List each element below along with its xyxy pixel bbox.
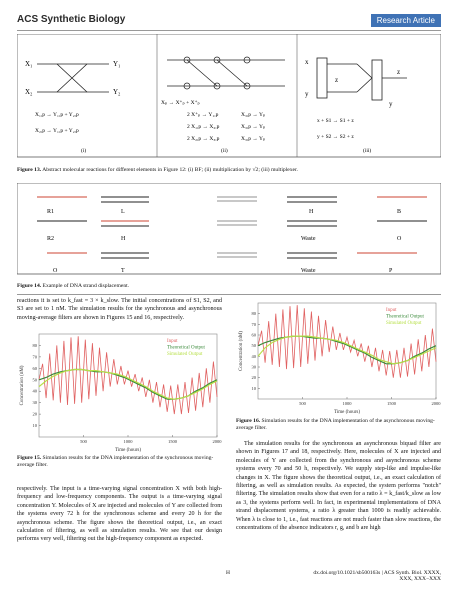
legend-entry: Theoretical Output [167, 345, 205, 351]
caption-text: Example of DNA strand displacement. [42, 283, 130, 289]
y-tick-label: 60 [32, 365, 37, 371]
panel-label-ii: (ii) [221, 148, 228, 154]
figure-14-diagram [17, 183, 441, 280]
diagram-reaction: x + S1 → S1 + z [317, 118, 354, 124]
figure-13-diagram [17, 34, 441, 166]
page-header [17, 14, 441, 29]
y-tick-label: 30 [251, 364, 256, 370]
legend-entry: Simulated Output [386, 321, 422, 326]
y-tick-label: 40 [251, 353, 256, 359]
figure-16-chart [236, 297, 441, 415]
row-label: L [121, 209, 125, 215]
diagram-reaction: 2 X₁,p → X₂,p [187, 124, 220, 130]
x-axis-label: Time (hours) [333, 410, 361, 415]
row-label: P [389, 268, 393, 274]
diagram-reaction: X₂,p → Y₁,p + Y₂,p [35, 128, 79, 134]
panel-label-i: (i) [81, 148, 87, 154]
row-label: T [121, 268, 125, 274]
x-tick-label: 1500 [168, 439, 177, 444]
caption-text: Abstract molecular reactions for different elements in Figure 12: (i) BF; (ii) multiplication by √2; (iii) multiplexer. [42, 167, 298, 173]
figure-15-chart [17, 328, 222, 453]
legend-entry: Input [167, 339, 178, 344]
y-tick-label: 10 [32, 423, 37, 429]
diagram-label: Y₂ [113, 88, 121, 96]
header-rule [17, 30, 441, 31]
figure-14-caption [17, 283, 441, 290]
y-tick-label: 70 [32, 354, 37, 360]
legend-entry: Theoretical Output [386, 314, 424, 320]
y-tick-label: 50 [32, 377, 37, 383]
caption-label: Figure 13. [17, 167, 42, 173]
row-label: Waste [301, 236, 316, 242]
diagram-reaction: y + S2 → S2 + z [317, 134, 354, 140]
body-text-left-top: reactions it is set to k_fast = 3 × k_slow. The initial concentrations of S1, S2, and S3 are set to 1 nM. The simulation results for the synchronous and asynchronous moving-average filters are shown in Figures 15 and 16, respectively. [17, 298, 222, 321]
doi-footer: dx.doi.org/10.1021/sb500163s | ACS Synth. Biol. XXXX, XXX, XXX−XXX [313, 570, 441, 582]
row-label: H [121, 236, 126, 242]
diagram-label: z [335, 76, 339, 84]
x-tick-label: 2000 [431, 401, 441, 406]
diagram-reaction: X₃,p → Yₚ [241, 136, 266, 142]
diagram-label: Y₁ [113, 60, 121, 68]
x-axis-label: Time (hours) [114, 448, 142, 453]
diagram-reaction: Xₚ → X⁺ₚ + X⁺ₚ [161, 100, 200, 106]
y-tick-label: 40 [32, 388, 37, 394]
y-tick-label: 80 [32, 342, 37, 348]
body-text-right-bottom: The simulation results for the synchronous an asynchronous biquad filter are shown in Figures 17 and 18, respectively. Here, molecules of X are injected and molecules of Y are collected from the synchronous and asynchronous scheme systems every 70 and 50 h, respectively. We supply step-like and impulse-like changes in X. The figure shows the theoretical output, i.e., an exact calculation of filtering, as well as simulation results. As expected, the system performs "notch" filtering. The simulation results show that even for a ratio λ = k_fast/k_slow as low as 3, the systems perform well. In fact, in experimental implementations of DNA strand displacement systems, a ratio λ greater than 1000 is readily achievable. When λ is close to 1, i.e., fast reactions are not much faster than slow reactions, the concentrations of the absence indicators r, g, and b are high [236, 441, 441, 532]
y-tick-label: 20 [32, 411, 37, 417]
caption-label: Figure 14. [17, 283, 42, 289]
legend-entry: Simulated Output [167, 352, 203, 357]
diagram-label: y [389, 100, 393, 108]
diagram-reaction: 2 X⁺ₚ → Y₁,p [187, 112, 219, 118]
figure-16-caption [236, 418, 441, 432]
caption-text: Simulation results for the DNA implementation of the synchronous moving-average filter. [17, 455, 214, 468]
diagram-label: z [397, 68, 401, 76]
figure-15-caption [17, 455, 222, 469]
caption-label: Figure 16. [236, 418, 261, 424]
y-tick-label: 80 [251, 311, 256, 317]
diagram-label: y [305, 90, 309, 98]
y-tick-label: 70 [251, 321, 256, 327]
y-axis-label: Concentration (nM) [239, 331, 244, 371]
x-tick-label: 500 [80, 439, 87, 444]
diagram-label: X₂ [25, 88, 33, 96]
row-label: O [53, 268, 58, 274]
row-label: R2 [47, 236, 55, 242]
figure-13-caption [17, 167, 441, 174]
diagram-reaction: X₁,p → Y₁,p + Y₂,p [35, 112, 79, 118]
y-tick-label: 50 [251, 343, 256, 349]
y-tick-label: 10 [251, 385, 256, 391]
legend-entry: Input [386, 308, 397, 313]
caption-text: Simulation results for the DNA implementation of the asynchronous moving-average filter. [236, 418, 435, 431]
x-tick-label: 1000 [342, 401, 352, 406]
caption-label: Figure 15. [17, 455, 42, 461]
body-text-left-bottom: respectively. The input is a time-varying signal concentration X with both high-frequency and low-frequency components. The output is a time-varying signal concentration Y. Molecules of X are injected and molecules of Y are collected from the systems every 72 h for the synchronous scheme and every 20 h for the asynchronous scheme. The figure shows the theoretical output, i.e., an exact calculation of filtering, as well as simulation results. We see that our design performs very well, filtering out the high-frequency component as expected. [17, 486, 222, 543]
page-number: H [226, 570, 230, 576]
row-label: H [309, 209, 314, 215]
diagram-reaction: 2 X₂,p → X₃,p [187, 136, 220, 142]
row-label: Waste [301, 268, 316, 274]
row-label: B [397, 209, 402, 215]
journal-name: ACS Synthetic Biology [17, 14, 126, 25]
x-tick-label: 2000 [212, 439, 222, 444]
diagram-reaction: X₃,p → Yₚ [241, 112, 266, 118]
y-tick-label: 20 [251, 375, 256, 381]
diagram-label: X₁ [25, 60, 33, 68]
article-type-badge: Research Article [371, 14, 441, 27]
diagram-reaction: X₃,p → Yₚ [241, 124, 266, 130]
y-tick-label: 60 [251, 332, 256, 338]
x-tick-label: 500 [299, 401, 306, 406]
x-tick-label: 1500 [387, 401, 396, 406]
figure-rule [17, 294, 441, 295]
x-tick-label: 1000 [123, 439, 133, 444]
row-label: O [397, 236, 402, 242]
diagram-label: x [305, 58, 309, 66]
row-label: R1 [47, 209, 55, 215]
y-tick-label: 30 [32, 400, 37, 406]
y-axis-label: Concentration (nM) [20, 365, 25, 406]
panel-label-iii: (iii) [363, 148, 372, 154]
